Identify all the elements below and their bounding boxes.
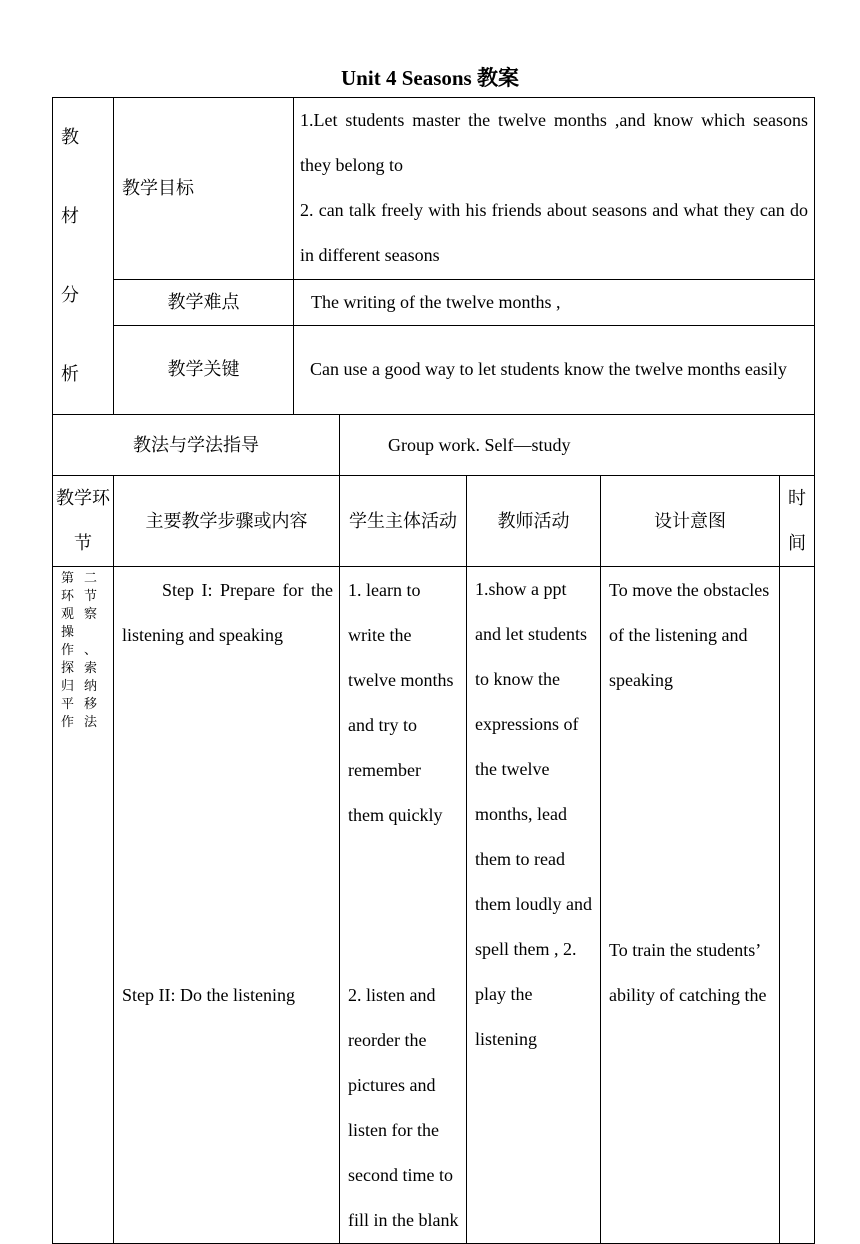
step-one: Step I: Prepare for the listening and speaking: [122, 580, 334, 645]
header-steps: 主要教学步骤或内容: [114, 476, 340, 567]
side-char: 材: [61, 206, 79, 227]
step-two: Step II: Do the listening: [122, 985, 295, 1005]
intent-two: To train the students’ ability of catching the: [609, 940, 767, 1005]
objectives-content: [294, 98, 815, 280]
method-label: 教法与学法指导: [53, 415, 340, 476]
steps-cell: [114, 567, 340, 1244]
student-activity-two: 2. listen and reorder the pictures and listen for the second time to fill in the blank: [348, 985, 459, 1230]
difficulty-label: 教学难点: [114, 279, 294, 325]
material-analysis-table: [52, 97, 815, 415]
page-title: Unit 4 Seasons 教案: [341, 66, 519, 90]
time-cell: [780, 567, 815, 1244]
objectives-label: 教学目标: [114, 98, 294, 280]
intent-one: To move the obstacles of the listening and speaking: [609, 580, 770, 690]
objective-item: 1.Let students master the twelve months ,and know which seasons they belong to: [300, 110, 808, 176]
difficulty-content: The writing of the twelve months ,: [294, 279, 815, 325]
student-activity-one: 1. learn to write the twelve months and try to remember them quickly: [348, 580, 454, 825]
intent-cell: [601, 567, 780, 1244]
header-student: 学生主体活动: [340, 476, 467, 567]
teacher-activity-cell: 1.show a ppt and let students to know the expressions of the twelve months, lead them to read them loudly and spell them , 2. play the listening: [467, 567, 601, 1244]
student-activity-cell: [340, 567, 467, 1244]
objective-item: 2. can talk freely with his friends about seasons and what they can do in different seasons: [300, 200, 808, 266]
side-char: 教: [61, 127, 79, 148]
teaching-process-table: [52, 414, 815, 1244]
side-char: 分: [61, 285, 79, 306]
header-teacher: 教师活动: [467, 476, 601, 567]
side-char: 析: [61, 364, 79, 385]
stage-text: 第二环节观察操作、探索归纳平移作法: [53, 567, 114, 1244]
header-intent: 设计意图: [601, 476, 780, 567]
method-content: Group work. Self—study: [340, 415, 815, 476]
header-stage: 教学环节: [53, 476, 114, 567]
header-time: 时间: [780, 476, 815, 567]
material-analysis-side-label: [53, 98, 114, 415]
key-point-content: Can use a good way to let students know the twelve months easily: [294, 325, 815, 414]
key-point-label: 教学关键: [114, 325, 294, 414]
